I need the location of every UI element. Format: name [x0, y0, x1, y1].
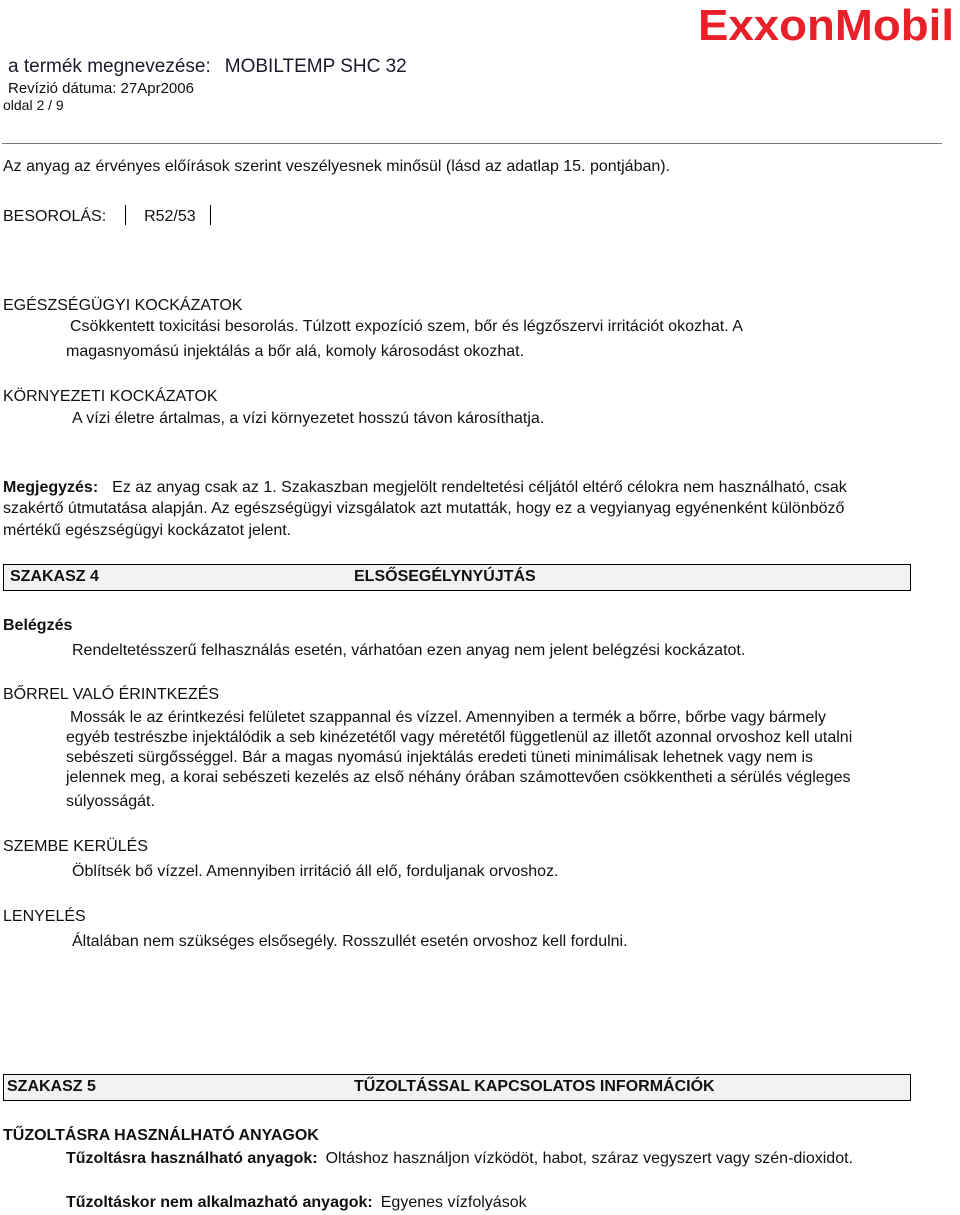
header-divider — [2, 143, 942, 144]
environment-hazards-title: KÖRNYEZETI KOCKÁZATOK — [3, 388, 218, 405]
section-number: SZAKASZ 5 — [7, 1078, 96, 1095]
exxonmobil-logo — [698, 2, 956, 54]
classification-row — [3, 205, 211, 226]
skin-contact-text: egyéb testrészbe injektálódik a seb kinézetétől vagy méretétől függetlenül az illetőt azonnal orvoshoz kell utalni — [66, 729, 853, 746]
page-number: oldal 2 / 9 — [3, 97, 64, 113]
separator — [210, 205, 211, 225]
eye-contact-text: Öblítsék bő vízzel. Amennyiben irritáció áll elő, forduljanak orvoshoz. — [72, 863, 559, 880]
unsuitable-media-value: Egyenes vízfolyások — [380, 1194, 527, 1211]
section-5-header — [3, 1074, 911, 1101]
suitable-media-label: Tűzoltásra használható anyagok: — [66, 1150, 318, 1167]
note-line — [3, 479, 847, 497]
ingestion-title: LENYELÉS — [3, 908, 86, 925]
skin-contact-text: Mossák le az érintkezési felületet szappannal és vízzel. Amennyiben a termék a bőrre, bőrbe vagy bármely — [70, 709, 826, 726]
suitable-media-value: Oltáshoz használjon vízködöt, habot, száraz vegyszert vagy szén-dioxidot. — [325, 1150, 853, 1167]
health-hazards-title: EGÉSZSÉGÜGYI KOCKÁZATOK — [3, 297, 243, 314]
note-text: mértékű egészségügyi kockázatot jelent. — [3, 522, 292, 539]
product-label: a termék megnevezése: — [8, 56, 211, 77]
ingestion-text: Általában nem szükséges elsősegély. Rosszullét esetén orvoshoz kell fordulni. — [72, 933, 628, 950]
unsuitable-media-line — [66, 1194, 527, 1212]
note-label: Megjegyzés: — [3, 479, 99, 496]
health-hazards-text: Csökkentett toxicitási besorolás. Túlzott expozíció szem, bőr és légzőszervi irritációt okozhat. A — [70, 318, 743, 335]
section-title: ELSŐSEGÉLYNYÚJTÁS — [354, 568, 536, 585]
extinguishing-media-title: TŰZOLTÁSRA HASZNÁLHATÓ ANYAGOK — [3, 1127, 319, 1144]
suitable-media-line — [66, 1150, 853, 1168]
classification-label: BESOROLÁS: — [3, 208, 107, 225]
section-number: SZAKASZ 4 — [10, 568, 99, 585]
eye-contact-title: SZEMBE KERÜLÉS — [3, 838, 148, 855]
health-hazards-text: magasnyomású injektálás a bőr alá, komoly károsodást okozhat. — [66, 343, 525, 360]
environment-hazards-text: A vízi életre ártalmas, a vízi környezetet hosszú távon károsíthatja. — [72, 410, 545, 427]
skin-contact-text: súlyosságát. — [66, 793, 155, 810]
note-text: Ez az anyag csak az 1. Szakaszban megjelölt rendeltetési céljától eltérő célokra nem használható, csak — [112, 479, 847, 496]
skin-contact-text: sebészeti sürgősséggel. Bár a magas nyomású injektálás eredeti tüneti minimálisak lehetnek vagy nem is — [66, 749, 814, 766]
classification-value: R52/53 — [144, 208, 196, 225]
inhalation-title: Belégzés — [3, 617, 73, 634]
note-text: szakértő útmutatása alapján. Az egészségügyi vizsgálatok azt mutatták, hogy ez a vegyianyag egyénenként különböző — [3, 500, 845, 517]
inhalation-text: Rendeltetésszerű felhasználás esetén, várhatóan ezen anyag nem jelent belégzési kockázatot. — [72, 642, 746, 659]
section-4-header — [3, 564, 911, 591]
hazard-statement: Az anyag az érvényes előírások szerint veszélyesnek minősül (lásd az adatlap 15. pontjában). — [3, 158, 671, 175]
revision-date: Revízió dátuma: 27Apr2006 — [8, 80, 194, 97]
skin-contact-title: BŐRREL VALÓ ÉRINTKEZÉS — [3, 686, 220, 703]
section-title: TŰZOLTÁSSAL KAPCSOLATOS INFORMÁCIÓK — [354, 1078, 715, 1095]
separator — [125, 205, 126, 225]
svg-text:ExxonMobil: ExxonMobil — [698, 2, 954, 50]
skin-contact-text: jelennek meg, a korai sebészeti kezelés az első néhány órában számottevően csökkentheti a sérülés végleges — [66, 769, 851, 786]
product-name-line — [8, 56, 407, 78]
product-name: MOBILTEMP SHC 32 — [224, 56, 407, 77]
unsuitable-media-label: Tűzoltáskor nem alkalmazható anyagok: — [66, 1194, 373, 1211]
